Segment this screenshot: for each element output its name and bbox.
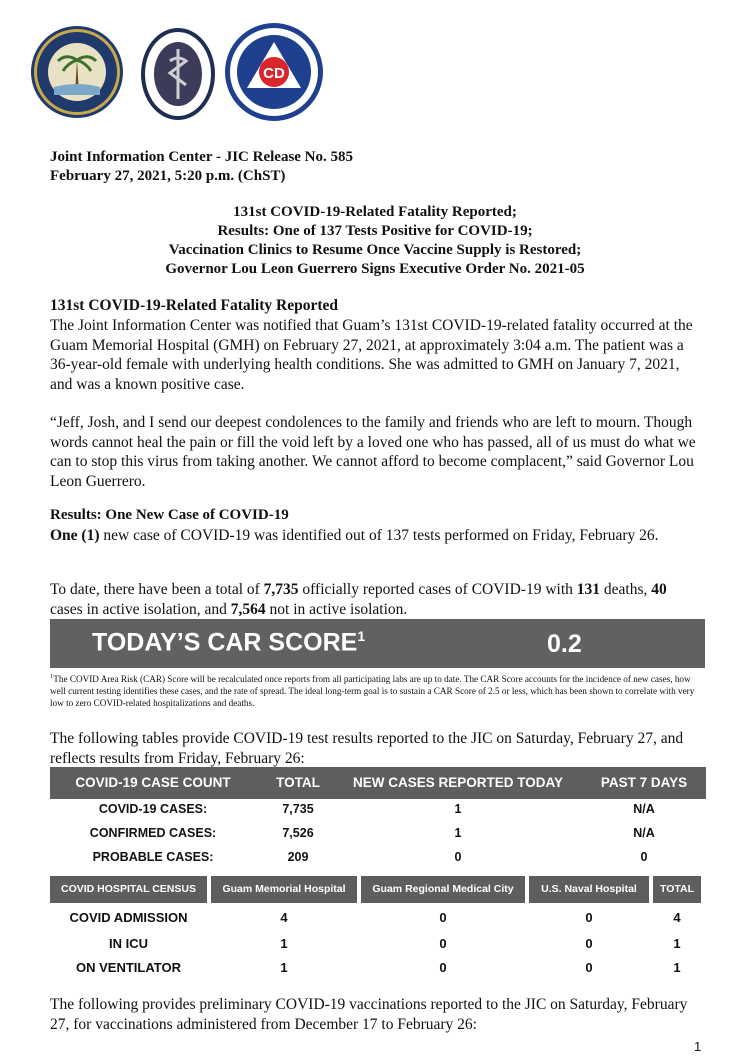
car-score-label-wrap (92, 628, 365, 657)
case-row-label: CONFIRMED CASES: (89, 826, 217, 840)
hospital-row-grmc: 0 (439, 960, 447, 975)
hospital-row-gmh: 4 (280, 910, 288, 925)
car-score-banner (50, 619, 705, 668)
governor-quote: “Jeff, Josh, and I send our deepest condolences to the family and friends who are left to mourn. Though words cannot heal the pain or fill the void left by a loved one who has passed, all of us must do what we can to stop this virus from taking another. We cannot afford to become complacent,” said Governor Lou Leon Guerrero. (50, 414, 696, 490)
hospital-row-total: 1 (673, 960, 681, 975)
case-row-new: 0 (454, 850, 462, 864)
case-row-total: 209 (287, 850, 309, 864)
hospital-row-label: ON VENTILATOR (76, 960, 181, 975)
vaccination-intro: The following provides preliminary COVID-19 vaccinations reported to the JIC on Saturday, February 27, for vaccinations administered from December 17 to February 26: (50, 996, 688, 1033)
totals-text-b: officially reported cases of COVID-19 with (298, 581, 577, 598)
new-case-count: One (1) (50, 527, 100, 544)
case-table-header (50, 767, 706, 799)
case-row-new: 1 (454, 826, 462, 840)
results-totals (50, 580, 700, 619)
results-lead-text: new case of COVID-19 was identified out of 137 tests performed on Friday, February 26. (99, 527, 659, 544)
results-lead (50, 526, 700, 546)
civil-defense-seal-logo (223, 22, 325, 122)
hospital-row-gmh: 1 (280, 936, 288, 951)
hospital-row-naval: 0 (585, 960, 593, 975)
hospital-header-grmc: Guam Regional Medical City (372, 883, 514, 895)
case-row-7days: 0 (640, 850, 648, 864)
headline-line-3: Vaccination Clinics to Resume Once Vaccine Supply is Restored; (168, 242, 582, 258)
not-active-value: 7,564 (230, 600, 266, 618)
release-number: Joint Information Center - JIC Release No. 585 (50, 149, 354, 165)
case-header-total: TOTAL (276, 775, 320, 790)
hospital-row-total: 1 (673, 936, 681, 951)
hospital-header-gmh: Guam Memorial Hospital (222, 883, 346, 895)
case-row-7days: N/A (633, 802, 655, 816)
car-score-sup: 1 (357, 628, 366, 644)
case-row-label: COVID-19 CASES: (98, 802, 208, 816)
hospital-row-gmh: 1 (280, 960, 288, 975)
case-header-7days: PAST 7 DAYS (600, 775, 688, 790)
results-heading: Results: One New Case of COVID-19 (50, 507, 289, 523)
active-isolation-value: 40 (651, 581, 667, 598)
fatality-heading: 131st COVID-19-Related Fatality Reported (50, 297, 338, 314)
car-footnote (50, 671, 705, 709)
headline-line-4: Governor Lou Leon Guerrero Signs Executive Order No. 2021-05 (165, 261, 585, 277)
hospital-row-label: IN ICU (109, 936, 148, 951)
headline-line-1: 131st COVID-19-Related Fatality Reported; (233, 204, 517, 220)
tables-intro: The following tables provide COVID-19 test results reported to the JIC on Saturday, February 27, and reflects results from Friday, February 26: (50, 730, 684, 767)
hospital-row-total: 4 (673, 910, 681, 925)
total-cases-value: 7,735 (263, 581, 299, 598)
deaths-value: 131 (576, 581, 601, 598)
fatality-body: The Joint Information Center was notified that Guam’s 131st COVID-19-related fatality occurred at the Guam Memorial Hospital (GMH) on February 27, 2021, at approximately 3:04 a.m. The patient was a 36-year-old female with underlying health conditions. She was admitted to GMH on January 7, 2021, and was a known positive case. (50, 317, 693, 393)
case-row-total: 7,735 (282, 802, 314, 816)
totals-text-e: not in active isolation. (265, 600, 408, 618)
hospital-row-grmc: 0 (439, 936, 447, 951)
totals-text-c: deaths, (600, 581, 652, 598)
hospital-row-grmc: 0 (439, 910, 447, 925)
public-health-seal-logo (140, 27, 216, 121)
car-footnote-sup: 1 (50, 673, 54, 680)
hospital-row-naval: 0 (585, 910, 593, 925)
case-row-label: PROBABLE CASES: (92, 850, 214, 864)
case-header-new: NEW CASES REPORTED TODAY (352, 775, 564, 790)
car-score-value: 0.2 (547, 630, 582, 658)
svg-text:CD: CD (263, 65, 285, 82)
hospital-row-label: COVID ADMISSION (69, 910, 188, 925)
car-footnote-text: The COVID Area Risk (CAR) Score will be recalculated once reports from all participating labs are up to date. The CAR Score accounts for the incidence of new cases, how well current testing identifies these cases, and the rate of spread. The ideal long-term goal is to sustain a CAR Score of 2.5 or less, which has been shown to correlate with very low to zero COVID-related hospitalizations and deaths. (50, 674, 695, 709)
page-number: 1 (694, 1039, 702, 1054)
case-row-7days: N/A (633, 826, 655, 840)
case-row-total: 7,526 (282, 826, 314, 840)
hospital-header-total: TOTAL (659, 883, 695, 895)
hospital-header-naval: U.S. Naval Hospital (541, 883, 637, 895)
headline-block (0, 203, 750, 279)
hospital-row-naval: 0 (585, 936, 593, 951)
release-date: February 27, 2021, 5:20 p.m. (ChST) (50, 168, 286, 184)
headline-line-2: Results: One of 137 Tests Positive for COVID-19; (217, 223, 533, 239)
governor-seal-logo (30, 25, 124, 119)
case-header-count: COVID-19 CASE COUNT (75, 775, 231, 790)
hospital-header-census: COVID HOSPITAL CENSUS (61, 883, 196, 895)
totals-text-d: cases in active isolation, and (50, 600, 231, 618)
case-row-new: 1 (454, 802, 462, 816)
car-score-label: TODAY’S CAR SCORE (92, 628, 358, 657)
totals-text-a: To date, there have been a total of (50, 581, 264, 598)
